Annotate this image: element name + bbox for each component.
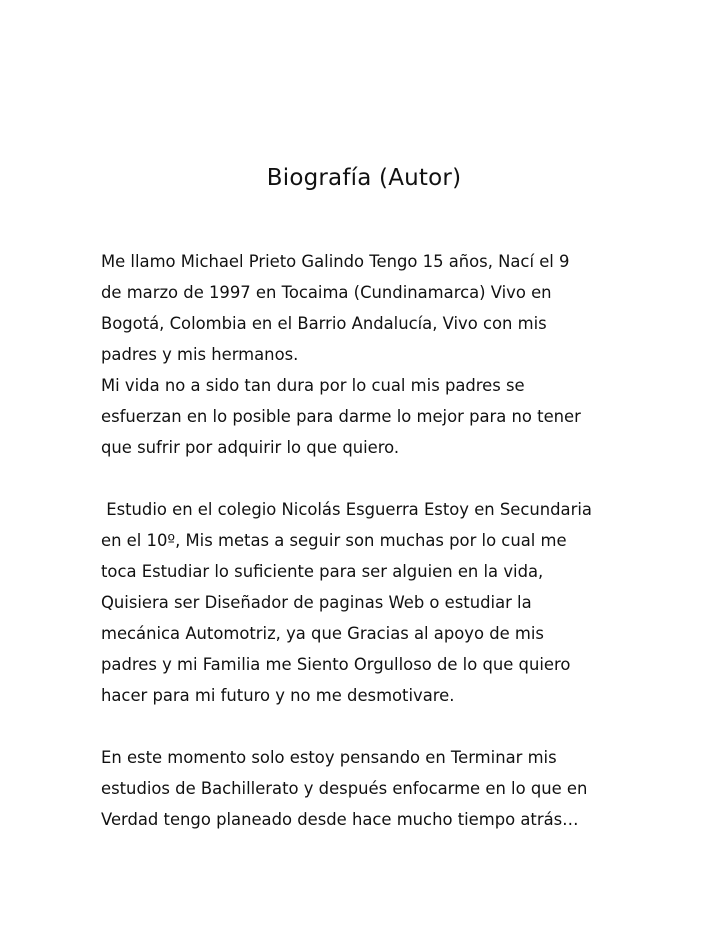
paragraph-spacer (101, 463, 621, 494)
text-line: padres y mis hermanos. (101, 345, 299, 364)
text-line: Bogotá, Colombia en el Barrio Andalucía, Vivo con mis (101, 314, 547, 333)
text-line: Quisiera ser Diseñador de paginas Web o estudiar la (101, 593, 532, 612)
document-body (101, 246, 621, 835)
text-line: de marzo de 1997 en Tocaima (Cundinamarca) Vivo en (101, 283, 552, 302)
paragraph-spacer (101, 711, 621, 742)
text-line: Verdad tengo planeado desde hace mucho tiempo atrás… (101, 810, 579, 829)
paragraph-2 (101, 494, 621, 711)
text-line: hacer para mi futuro y no me desmotivare. (101, 686, 455, 705)
text-line: mecánica Automotriz, ya que Gracias al apoyo de mis (101, 624, 544, 643)
paragraph-1 (101, 246, 621, 463)
text-line: que sufrir por adquirir lo que quiero. (101, 438, 400, 457)
text-line: en el 10º, Mis metas a seguir son muchas por lo cual me (101, 531, 567, 550)
text-line: esfuerzan en lo posible para darme lo mejor para no tener (101, 407, 581, 426)
text-line: toca Estudiar lo suficiente para ser alguien en la vida, (101, 562, 544, 581)
paragraph-3 (101, 742, 621, 835)
document-title: Biografía (Autor) (266, 165, 462, 191)
text-line: Estudio en el colegio Nicolás Esguerra Estoy en Secundaria (101, 500, 592, 519)
text-line: padres y mi Familia me Siento Orgulloso de lo que quiero (101, 655, 571, 674)
text-line: En este momento solo estoy pensando en Terminar mis (101, 748, 557, 767)
text-line: Me llamo Michael Prieto Galindo Tengo 15 años, Nací el 9 (101, 252, 570, 271)
text-line: estudios de Bachillerato y después enfocarme en lo que en (101, 779, 588, 798)
text-line: Mi vida no a sido tan dura por lo cual mis padres se (101, 376, 525, 395)
